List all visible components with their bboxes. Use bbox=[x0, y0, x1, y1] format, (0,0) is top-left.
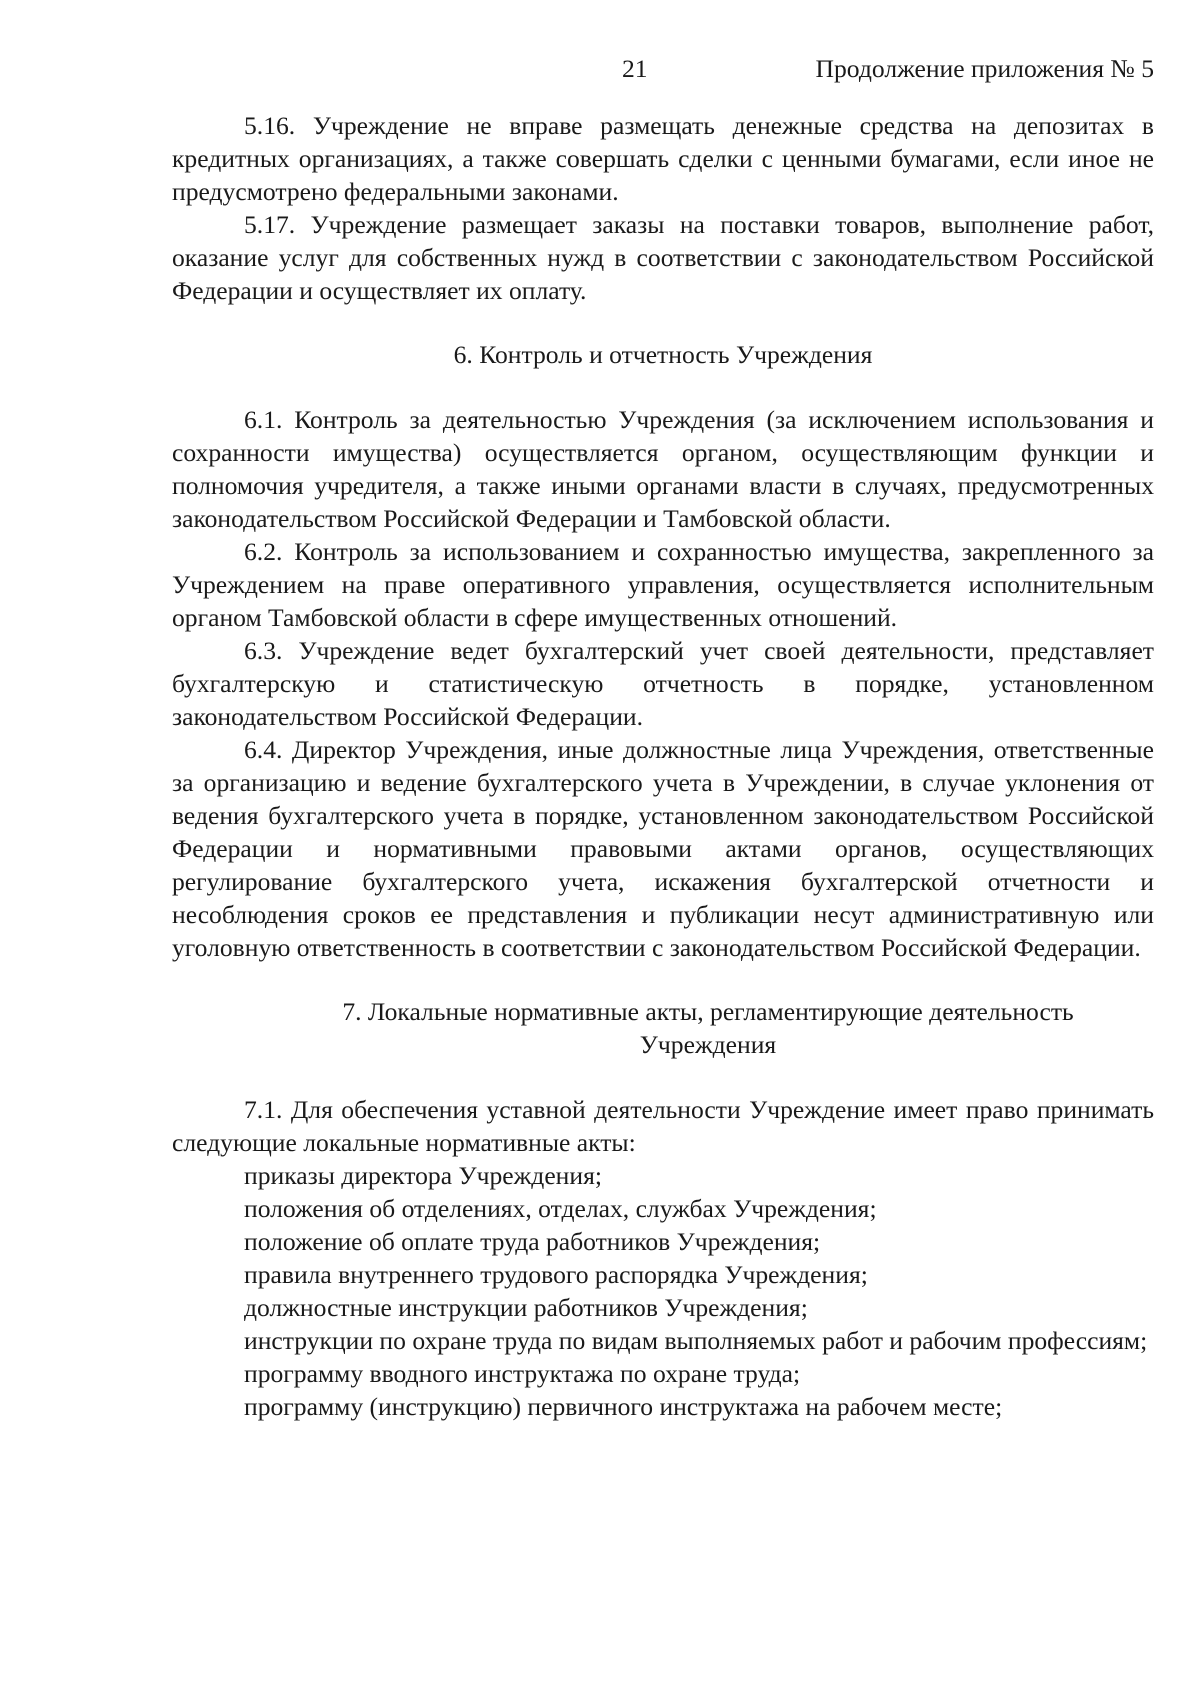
appendix-note: Продолжение приложения № 5 bbox=[815, 54, 1154, 83]
document-page bbox=[172, 52, 1154, 1423]
list-item: правила внутреннего трудового распорядка Учреждения; bbox=[244, 1260, 868, 1289]
paragraph-6-3: 6.3. Учреждение ведет бухгалтерский учет своей деятельности, представляет бухгалтерскую и статистическую отчетность в порядке, установленном законодательством Российской Федерации. bbox=[172, 636, 1154, 731]
page-number: 21 bbox=[622, 54, 648, 83]
page-header bbox=[172, 52, 1154, 85]
section-7-title bbox=[172, 995, 1154, 1061]
section-7-title-line1: 7. Локальные нормативные акты, регламентирующие деятельность bbox=[342, 997, 1074, 1026]
paragraph-6-1: 6.1. Контроль за деятельностью Учреждения (за исключением использования и сохранности имущества) осуществляется органом, осуществляющим функции и полномочия учредителя, а также иными органами власти в случаях, предусмотренных законодательством Российской Федерации и Тамбовской области. bbox=[172, 405, 1154, 533]
list-item: программу вводного инструктажа по охране труда; bbox=[244, 1359, 801, 1388]
list-item: должностные инструкции работников Учреждения; bbox=[244, 1293, 808, 1322]
section-6-title: 6. Контроль и отчетность Учреждения bbox=[453, 340, 873, 369]
section-7-title-line2: Учреждения bbox=[639, 1030, 777, 1059]
list-item: приказы директора Учреждения; bbox=[244, 1161, 602, 1190]
paragraph-7-1: 7.1. Для обеспечения уставной деятельности Учреждение имеет право принимать следующие локальные нормативные акты: bbox=[172, 1095, 1154, 1157]
list-item: инструкции по охране труда по видам выполняемых работ и рабочим профессиям; bbox=[244, 1326, 1148, 1355]
list-item: программу (инструкцию) первичного инструктажа на рабочем месте; bbox=[244, 1392, 1003, 1421]
paragraph-5-17: 5.17. Учреждение размещает заказы на поставки товаров, выполнение работ, оказание услуг для собственных нужд в соответствии с законодательством Российской Федерации и осуществляет их оплату. bbox=[172, 210, 1154, 305]
list-item: положения об отделениях, отделах, службах Учреждения; bbox=[244, 1194, 877, 1223]
paragraph-6-4: 6.4. Директор Учреждения, иные должностные лица Учреждения, ответственные за организацию и ведение бухгалтерского учета в Учреждении, в случае уклонения от ведения бухгалтерского учета в порядке, установленном законодательством Российской Федерации и нормативными правовыми актами органов, осуществляющих регулирование бухгалтерского учета, искажения бухгалтерской отчетности и несоблюдения сроков ее представления и публикации несут административную или уголовную ответственность в соответствии с законодательством Российской Федерации. bbox=[172, 735, 1154, 962]
list-item: положение об оплате труда работников Учреждения; bbox=[244, 1227, 821, 1256]
paragraph-6-2: 6.2. Контроль за использованием и сохранностью имущества, закрепленного за Учреждением на праве оперативного управления, осуществляется исполнительным органом Тамбовской области в сфере имущественных отношений. bbox=[172, 537, 1154, 632]
paragraph-5-16: 5.16. Учреждение не вправе размещать денежные средства на депозитах в кредитных организациях, а также совершать сделки с ценными бумагами, если иное не предусмотрено федеральными законами. bbox=[172, 111, 1154, 206]
